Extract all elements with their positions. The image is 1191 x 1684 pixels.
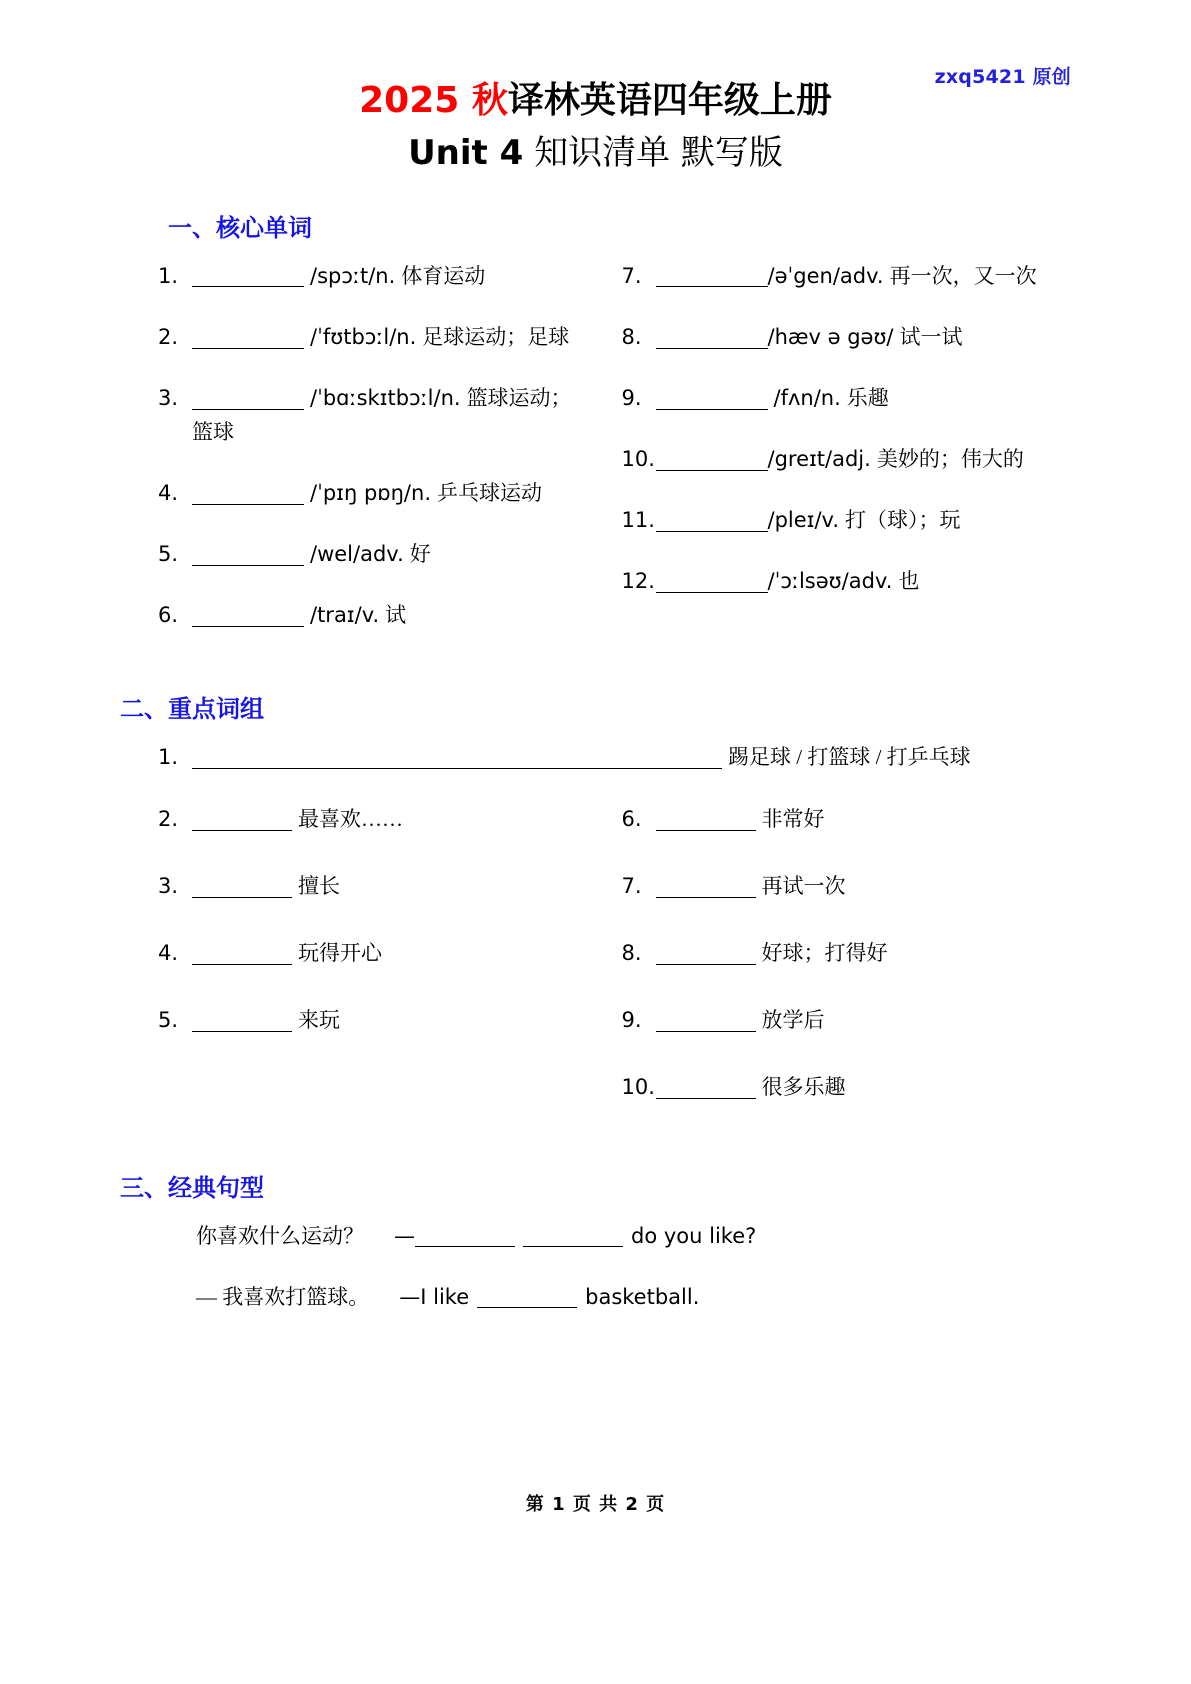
phrase-entry xyxy=(622,1003,1072,1037)
word-phonetic: /ˈfʊtbɔːl/n. xyxy=(310,325,417,350)
phrase-meaning: 玩得开心 xyxy=(298,941,382,966)
word-phonetic: /hæv ə gəʊ/ xyxy=(767,325,894,350)
phrase-entry xyxy=(158,802,584,836)
phrase-number: 10. xyxy=(621,1075,655,1100)
answer-blank[interactable] xyxy=(192,604,304,627)
phrase-entry xyxy=(622,869,1072,903)
word-entry xyxy=(622,503,1072,537)
phrase-number: 8. xyxy=(621,941,642,966)
phrase-body xyxy=(656,1070,1072,1104)
answer-blank[interactable] xyxy=(192,875,292,898)
word-number: 12. xyxy=(621,569,655,594)
word-entry xyxy=(622,381,1072,415)
word-entry xyxy=(158,476,584,510)
phrase-body xyxy=(656,936,1072,970)
sentence-english-suffix: basketball. xyxy=(585,1285,700,1310)
phrase-entry xyxy=(158,1003,584,1037)
answer-blank[interactable] xyxy=(192,942,292,965)
word-phonetic: /spɔːt/n. xyxy=(310,264,396,289)
sentence-chinese: — 我喜欢打篮球。 xyxy=(196,1285,370,1310)
word-body xyxy=(192,537,584,571)
word-body xyxy=(656,503,1072,537)
phrase-meaning: 来玩 xyxy=(298,1008,340,1033)
word-phonetic: /ˈɔːlsəʊ/adv. xyxy=(767,569,893,594)
word-body xyxy=(656,259,1072,293)
phrase-meaning: 再试一次 xyxy=(761,874,846,899)
section-heading-key-phrases: 二、重点词组 xyxy=(120,695,264,724)
sentence-row xyxy=(196,1219,1071,1255)
word-body xyxy=(656,320,1072,354)
answer-blank[interactable] xyxy=(477,1285,577,1308)
phrase-entry xyxy=(622,936,1072,970)
sentence-english-suffix: do you like? xyxy=(631,1223,757,1248)
key-phrases-columns xyxy=(120,802,1071,1137)
answer-blank[interactable] xyxy=(192,264,304,287)
word-entry xyxy=(158,598,584,632)
word-body xyxy=(192,381,584,449)
sentence-chinese: 你喜欢什么运动？ xyxy=(196,1223,364,1248)
phrase-meaning: 非常好 xyxy=(761,807,825,832)
title-block xyxy=(120,0,1071,178)
phrase-meaning: 踢足球 / 打篮球 / 打乒乓球 xyxy=(728,745,971,770)
phrase-body xyxy=(192,802,584,836)
word-number: 5. xyxy=(158,542,179,567)
answer-blank[interactable] xyxy=(656,447,768,470)
word-body xyxy=(192,598,584,632)
phrase-meaning: 擅长 xyxy=(298,874,340,899)
word-entry xyxy=(158,381,584,449)
title-subtitle: 知识清单 默写版 xyxy=(534,133,783,173)
word-phonetic: /wel/adv. xyxy=(310,542,404,567)
answer-blank[interactable] xyxy=(192,543,304,566)
phrase-entry xyxy=(158,869,584,903)
word-number: 6. xyxy=(158,603,179,628)
core-words-left-column xyxy=(120,259,596,659)
phrase-number: 5. xyxy=(158,1008,179,1033)
word-meaning: 试一试 xyxy=(899,325,963,350)
answer-blank[interactable] xyxy=(192,746,722,769)
phrase-entry xyxy=(622,1070,1072,1104)
answer-blank[interactable] xyxy=(192,482,304,505)
word-meaning: 乒乓球运动 xyxy=(437,481,542,506)
page-footer: 第 1 页 共 2 页 xyxy=(525,1494,666,1515)
phrase-body xyxy=(656,1003,1072,1037)
word-meaning: 打（球）；玩 xyxy=(845,508,961,533)
word-phonetic: /fʌn/n. xyxy=(773,386,841,411)
word-number: 10. xyxy=(621,447,655,472)
answer-blank[interactable] xyxy=(192,386,304,409)
core-words-columns xyxy=(120,259,1071,659)
phrase-body xyxy=(192,936,584,970)
title-unit: Unit 4 xyxy=(408,133,524,173)
phrase-body xyxy=(192,740,971,774)
title-book: 译林英语四年级上册 xyxy=(507,80,832,121)
word-meaning: 足球运动；足球 xyxy=(422,325,570,350)
word-number: 9. xyxy=(621,386,642,411)
word-body xyxy=(192,259,584,293)
phrase-entry-full-width xyxy=(158,740,1071,774)
phrase-meaning: 好球；打得好 xyxy=(761,941,888,966)
word-entry xyxy=(158,537,584,571)
answer-blank[interactable] xyxy=(656,1009,756,1032)
phrase-body xyxy=(192,869,584,903)
answer-blank[interactable] xyxy=(656,875,756,898)
word-meaning: 乐趣 xyxy=(846,386,889,411)
sentence-row xyxy=(196,1280,1071,1316)
word-phonetic: /əˈgen/adv. xyxy=(767,264,884,289)
answer-blank[interactable] xyxy=(656,570,768,593)
title-season: 2025 秋 xyxy=(359,80,508,121)
section-heading-classic-sentences: 三、经典句型 xyxy=(120,1173,264,1202)
answer-blank[interactable] xyxy=(523,1224,623,1247)
word-number: 3. xyxy=(158,386,179,411)
phrase-body xyxy=(656,802,1072,836)
watermark-label: zxq5421 原创 xyxy=(934,66,1071,88)
phrase-number: 9. xyxy=(621,1008,642,1033)
phrase-number: 1. xyxy=(158,745,179,770)
classic-sentences-list xyxy=(196,1219,1071,1316)
word-entry xyxy=(622,442,1072,476)
word-number: 2. xyxy=(158,325,179,350)
word-entry xyxy=(622,259,1072,293)
answer-blank[interactable] xyxy=(415,1224,515,1247)
phrase-meaning: 放学后 xyxy=(761,1008,825,1033)
word-meaning: 也 xyxy=(898,569,920,594)
answer-blank[interactable] xyxy=(192,1009,292,1032)
phrase-number: 3. xyxy=(158,874,179,899)
core-words-right-column xyxy=(596,259,1072,659)
phrase-number: 4. xyxy=(158,941,179,966)
word-meaning: 好 xyxy=(409,542,431,567)
word-number: 7. xyxy=(621,264,642,289)
word-number: 8. xyxy=(621,325,642,350)
word-phonetic: /traɪ/v. xyxy=(310,603,380,628)
answer-blank[interactable] xyxy=(656,386,768,409)
phrase-entry xyxy=(158,936,584,970)
answer-blank[interactable] xyxy=(656,808,756,831)
word-number: 4. xyxy=(158,481,179,506)
word-entry xyxy=(158,259,584,293)
page-title-line2 xyxy=(120,129,1071,178)
phrase-number: 2. xyxy=(158,807,179,832)
phrase-body xyxy=(656,869,1072,903)
word-entry xyxy=(622,564,1072,598)
answer-blank[interactable] xyxy=(656,1076,756,1099)
word-body xyxy=(656,381,1072,415)
key-phrases-right-column xyxy=(596,802,1072,1137)
word-meaning: 美妙的；伟大的 xyxy=(876,447,1024,472)
answer-blank[interactable] xyxy=(656,942,756,965)
sentence-english-prefix: —I like xyxy=(399,1285,470,1310)
word-number: 11. xyxy=(621,508,655,533)
answer-blank[interactable] xyxy=(656,509,768,532)
word-entry xyxy=(622,320,1072,354)
page-title-line1 xyxy=(120,78,1071,123)
section-heading-core-words: 一、核心单词 xyxy=(168,214,312,243)
answer-blank[interactable] xyxy=(192,808,292,831)
word-phonetic: /pleɪ/v. xyxy=(767,508,840,533)
phrase-body xyxy=(192,1003,584,1037)
sentence-english-prefix: — xyxy=(394,1223,415,1248)
phrase-entry xyxy=(622,802,1072,836)
word-body xyxy=(192,476,584,510)
word-entry xyxy=(158,320,584,354)
word-body xyxy=(656,442,1072,476)
word-meaning: 试 xyxy=(385,603,407,628)
word-body xyxy=(192,320,584,354)
word-phonetic: /greɪt/adj. xyxy=(767,447,871,472)
phrase-number: 7. xyxy=(621,874,642,899)
word-phonetic: /ˈbɑːskɪtbɔːl/n. xyxy=(310,386,461,411)
word-phonetic: /ˈpɪŋ pɒŋ/n. xyxy=(310,481,431,506)
key-phrases-left-column xyxy=(120,802,596,1137)
phrase-meaning: 很多乐趣 xyxy=(761,1075,846,1100)
word-meaning: 体育运动 xyxy=(401,264,486,289)
phrase-meaning: 最喜欢…… xyxy=(298,807,403,832)
word-number: 1. xyxy=(158,264,179,289)
word-body xyxy=(656,564,1072,598)
word-meaning: 篮球运动；篮球 xyxy=(192,386,572,445)
answer-blank[interactable] xyxy=(656,325,768,348)
phrase-number: 6. xyxy=(621,807,642,832)
answer-blank[interactable] xyxy=(656,264,768,287)
answer-blank[interactable] xyxy=(192,325,304,348)
word-meaning: 再一次，又一次 xyxy=(889,264,1037,289)
